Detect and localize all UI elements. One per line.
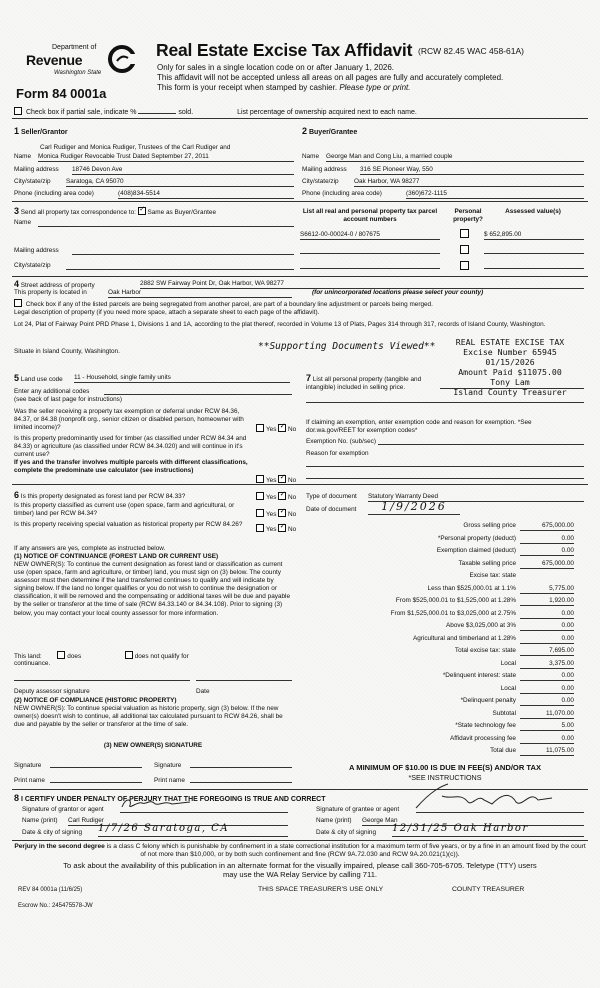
buyer-name-label: Name bbox=[302, 153, 320, 160]
historic-question: Is this property receiving special valuation as historical property per RCW 84.26? bbox=[14, 521, 243, 528]
fee-label: From $1,525,000.01 to $3,025,000 at 2.75% bbox=[390, 609, 516, 617]
parcel-number-field-3[interactable] bbox=[300, 268, 440, 269]
personal-col-header: Personal property? bbox=[453, 208, 483, 223]
wa-dor-logo-icon bbox=[108, 44, 136, 74]
fee-label: From $525,000.01 to $1,525,000 at 1.28% bbox=[395, 597, 516, 604]
buyer-phone-label: Phone (including area code) bbox=[302, 190, 382, 197]
fee-row bbox=[306, 710, 576, 719]
exemption-claim-note: If claiming an exemption, enter exemption code and reason for exemption. *See dor.wa.gov/REET for exemption codes* bbox=[306, 419, 532, 434]
corr-mail-field[interactable] bbox=[72, 254, 294, 255]
correspondence-row: 3 Send all property tax correspondence to: ✓ Same as Buyer/Grantee bbox=[14, 206, 216, 217]
deputy-date-label: Date bbox=[196, 688, 210, 695]
legal-description[interactable]: Lot 24, Plat of Fairway Point PRD Phase 1, Divisions 1 and 1A, according to the plat thereof, recorded in Volume 13 of Plats, Pages 314 through 317, records of Island County, Washington. bbox=[14, 321, 546, 328]
fee-label: Total excise tax: state bbox=[454, 647, 516, 654]
segregate-row: Check box if any of the listed parcels are being segregated from another parcel, are part of a boundary line adjustment or parcels being merged. bbox=[14, 299, 433, 309]
fee-label: Above $3,025,000 at 3% bbox=[446, 622, 516, 629]
grantee-name-field[interactable]: George Man bbox=[362, 817, 584, 826]
fee-label: *Personal property (deduct) bbox=[437, 534, 516, 542]
header-note3 bbox=[157, 83, 410, 93]
street-address-field[interactable]: 2882 SW Fairway Point Dr, Oak Harbor, WA 98277 bbox=[140, 280, 584, 289]
does-qualify-checkbox[interactable] bbox=[57, 651, 65, 659]
seller-phone-field[interactable]: (408)834-5514 bbox=[118, 190, 294, 199]
dept-line1: Department of bbox=[52, 44, 97, 51]
fee-row bbox=[306, 522, 576, 531]
personal-property-label: 7 List all personal property (tangible and intangible) included in selling price. bbox=[306, 373, 422, 392]
dor-logo bbox=[14, 44, 134, 84]
owner-signature-label-2: Signature bbox=[154, 762, 182, 769]
doc-date-field[interactable]: 1/9/2026 bbox=[368, 500, 460, 515]
doc-type-field[interactable]: Statutory Warranty Deed bbox=[368, 493, 584, 502]
fee-label: Agricultural and timberland at 1.28% bbox=[412, 634, 516, 642]
fee-label: Local bbox=[500, 684, 516, 692]
exemption-no-label: Exemption No. (sub/sec) bbox=[306, 438, 376, 445]
situate-text: Situate in Island County, Washington. bbox=[14, 348, 120, 355]
corr-mail-label: Mailing address bbox=[14, 247, 59, 254]
additional-codes-label: Enter any additional codes bbox=[14, 388, 90, 395]
fee-row bbox=[306, 697, 576, 706]
fee-row bbox=[306, 597, 576, 606]
seller-city-field[interactable]: Saratoga, CA 95070 bbox=[66, 178, 294, 187]
partial-percent-field[interactable] bbox=[138, 113, 176, 114]
fee-label: Exemption claimed (deduct) bbox=[436, 547, 516, 554]
current-use-no-checkbox[interactable] bbox=[278, 509, 286, 517]
seller-name-field[interactable]: Monica Rudiger Revocable Trust Dated September 27, 2011 bbox=[38, 153, 294, 162]
compliance-heading: (2) NOTICE OF COMPLIANCE (HISTORIC PROPERTY) bbox=[14, 697, 177, 704]
fee-value[interactable]: 0.00 bbox=[520, 697, 574, 706]
compliance-text: NEW OWNER(S): To continue special valuation as historic property, sign (3) below. If the new owner(s) doesn't wish to continue, all additional tax calculated pursuant to RCW 84.26, shall be due and payable by the seller or transferor at the time of sale. bbox=[14, 705, 283, 729]
personal-property-field[interactable] bbox=[440, 388, 584, 389]
timber-yes-no: Yes ✓ No bbox=[256, 475, 296, 485]
exemption-no-checkbox[interactable] bbox=[278, 424, 286, 432]
fee-row bbox=[306, 747, 576, 756]
new-owner-signature-heading: (3) NEW OWNER(S) SIGNATURE bbox=[103, 742, 203, 749]
fee-label: Gross selling price bbox=[463, 522, 516, 529]
buyer-name-field[interactable]: George Man and Cong Liu, a married couple bbox=[326, 153, 584, 162]
forest-yes-checkbox[interactable] bbox=[256, 492, 264, 500]
continuance-label: continuance. bbox=[14, 660, 51, 667]
fee-row bbox=[306, 610, 576, 619]
exemption-no-field[interactable] bbox=[378, 444, 584, 445]
timber-question: Is this property predominantly used for timber (as classified under RCW 84.34 and 84.33) or agriculture (as classified under RCW 84.34.020) and will continue in it's current use? bbox=[14, 435, 247, 458]
assessed-col-header: Assessed value(s) bbox=[505, 208, 561, 215]
forest-question: 6 Is this property designated as forest land per RCW 84.33? bbox=[14, 490, 186, 500]
dept-line2: Revenue bbox=[26, 52, 83, 68]
minimum-fee-note: A MINIMUM OF $10.00 IS DUE IN FEE(S) AND/OR TAX bbox=[348, 763, 542, 772]
personal-property-checkbox-3[interactable] bbox=[460, 261, 469, 270]
fee-value[interactable]: 5.00 bbox=[520, 722, 574, 731]
deputy-signature-field[interactable] bbox=[14, 680, 190, 681]
fee-label: Taxable selling price bbox=[458, 559, 516, 567]
stamp-line5: Tony Lam bbox=[490, 377, 530, 387]
grantor-name-field[interactable]: Carl Rudiger bbox=[68, 817, 288, 826]
corr-name-label: Name bbox=[14, 219, 32, 226]
fee-row bbox=[306, 622, 576, 631]
forest-yes-no: Yes ✓ No bbox=[256, 492, 296, 502]
fee-row bbox=[306, 585, 576, 594]
treasurer-use-only: THIS SPACE TREASURER'S USE ONLY bbox=[258, 886, 384, 893]
timber-no-checkbox[interactable] bbox=[278, 475, 286, 483]
fee-label: Local bbox=[500, 659, 516, 667]
personal-property-field-2[interactable] bbox=[306, 402, 584, 403]
fee-value[interactable]: 0.00 bbox=[520, 610, 574, 619]
fee-value[interactable]: 0.00 bbox=[520, 685, 574, 694]
fee-value[interactable]: 11,075.00 bbox=[520, 747, 574, 756]
owner-signature-label-1: Signature bbox=[14, 762, 42, 769]
assessed-value-field[interactable]: $ 652,895.00 bbox=[484, 231, 584, 240]
fee-row bbox=[306, 535, 576, 544]
fee-row bbox=[306, 672, 576, 681]
continuance-text: NEW OWNER(S): To continue the current designation as forest land or classification as current use (open space, farm and agriculture, or timber) land, you must sign on (3) below. The county assessor must then determine if the land transferred continues to qualify and will indicate by signing below. If the land no longer qualifies or you do not wish to continue the designation or classification, it will be removed and the compensating or additional taxes will be due and payable by the seller or transferor at the time of sale (RCW 84.33.140 or 84.34.108). Prior to signing (3) below, you may contact your local county assessor for more information. bbox=[14, 561, 291, 617]
deputy-signature-label: Deputy assessor signature bbox=[14, 688, 90, 695]
seller-mail-label: Mailing address bbox=[14, 166, 59, 173]
grantee-signature-label: Signature of grantee or agent bbox=[316, 806, 400, 813]
parcel-number-field[interactable]: S6612-00-00024-0 / 807675 bbox=[300, 231, 440, 240]
stamp-line1: REAL ESTATE EXCISE TAX bbox=[455, 337, 565, 347]
fee-row bbox=[306, 647, 576, 656]
fee-value[interactable]: 0.00 bbox=[520, 635, 574, 644]
parcel-number-field-2[interactable] bbox=[300, 253, 440, 254]
personal-property-checkbox-2[interactable] bbox=[460, 245, 469, 254]
accessibility-notice: To ask about the availability of this publication in an alternate format for the visually impaired, please call 360-705-6705. Teletype (TTY) users may use the WA Relay Service by calling 711. bbox=[63, 861, 537, 880]
located-field[interactable]: Oak Harbor bbox=[108, 289, 292, 298]
fee-label: *State technology fee bbox=[455, 722, 516, 729]
fee-value[interactable]: 0.00 bbox=[520, 672, 574, 681]
land-use-field[interactable]: 11 - Household, single family units bbox=[74, 374, 290, 383]
rcw-reference: (RCW 82.45 WAC 458-61A) bbox=[418, 46, 524, 56]
header-note3a: This form is your receipt when stamped by cashier. bbox=[157, 83, 338, 92]
stamp-line3: 01/15/2026 bbox=[485, 357, 535, 367]
owner-signature-field-2[interactable] bbox=[190, 767, 292, 768]
seller-name-label: Name bbox=[14, 153, 32, 160]
header-note2: This affidavit will not be accepted unless all areas on all pages are fully and accurately completed. bbox=[157, 73, 504, 82]
fee-value[interactable]: 1,920.00 bbox=[520, 597, 574, 606]
buyer-heading: 2 Buyer/Grantee bbox=[302, 126, 358, 136]
header-note3b: Please type or print. bbox=[339, 83, 411, 92]
deputy-date-field[interactable] bbox=[196, 680, 292, 681]
perjury-notice: Perjury in the second degree is a class C felony which is punishable by confinement in a state correctional institution for a maximum term of five years, or by a fine in an amount fixed by the court of not more than $10,000, or by both such confinement and fine (RCW 9A.72.030 and RCW 9A.20.021(1)(c)). bbox=[14, 843, 586, 859]
grantee-signature-scribble bbox=[412, 782, 562, 812]
fee-row bbox=[306, 660, 576, 669]
grantor-signature-field[interactable] bbox=[120, 800, 288, 813]
certify-heading: 8 I CERTIFY UNDER PENALTY OF PERJURY THAT THE FOREGOING IS TRUE AND CORRECT bbox=[14, 793, 326, 803]
partial-sale-row bbox=[14, 107, 417, 118]
grantor-date-label: Date & city of signing bbox=[22, 829, 83, 836]
reason-field-2[interactable] bbox=[306, 478, 584, 479]
exemption-yes-no: Yes ✓ No bbox=[256, 424, 296, 434]
fee-value[interactable]: 3,375.00 bbox=[520, 660, 574, 669]
doc-type-label: Type of document bbox=[306, 493, 357, 500]
exemption-question: Was the seller receiving a property tax exemption or deferral under RCW 84.36, 84.37, or 84.38 (nonprofit org., senior citizen or disabled person, homeowner with limited income)? bbox=[14, 408, 244, 431]
fee-value[interactable]: 7,695.00 bbox=[520, 647, 574, 656]
legal-label: Legal description of property (if you need more space, attach a separate sheet to each page of the affidavit). bbox=[14, 309, 320, 316]
buyer-mail-field[interactable]: 316 SE Pioneer Way, 550 bbox=[360, 166, 584, 175]
assessed-value-field-2[interactable] bbox=[484, 253, 584, 254]
exemption-yes-checkbox[interactable] bbox=[256, 424, 264, 432]
fee-row bbox=[306, 572, 576, 581]
grantee-date-label: Date & city of signing bbox=[316, 829, 377, 836]
fee-label: Total due bbox=[490, 747, 516, 754]
personal-property-checkbox-1[interactable] bbox=[460, 229, 469, 238]
see-instructions-note: *SEE INSTRUCTIONS bbox=[408, 773, 482, 782]
buyer-mail-label: Mailing address bbox=[302, 166, 347, 173]
doc-date-label: Date of document bbox=[306, 506, 357, 513]
fee-value[interactable]: 0.00 bbox=[520, 622, 574, 631]
located-label: This property is located in bbox=[14, 289, 87, 296]
current-use-yes-checkbox[interactable] bbox=[256, 509, 264, 517]
header-note1: Only for sales in a single location code on or after January 1, 2026. bbox=[157, 63, 395, 72]
partial-sold-label: sold. bbox=[178, 109, 194, 116]
see-back-note: (see back of last page for instructions) bbox=[14, 396, 122, 403]
fee-label: *Delinquent interest: state bbox=[442, 672, 516, 679]
this-land-row: This land: does does not qualify for bbox=[14, 653, 189, 660]
owner-print-field-1[interactable] bbox=[50, 782, 142, 783]
fee-label: Excise tax: state bbox=[469, 572, 516, 579]
parcel-col-header: List all real and personal property tax parcel account numbers bbox=[302, 208, 438, 223]
fee-label: Less than $525,000.01 at 1.1% bbox=[427, 584, 516, 592]
grantor-signature-scribble bbox=[120, 797, 200, 811]
fee-row bbox=[306, 635, 576, 644]
owner-signature-field-1[interactable] bbox=[50, 767, 142, 768]
owner-print-label-1: Print name bbox=[14, 777, 45, 784]
grantee-name-label: Name (print) bbox=[316, 817, 352, 824]
current-use-yes-no: Yes ✓ No bbox=[256, 509, 296, 519]
fee-value[interactable]: 0.00 bbox=[520, 535, 574, 544]
fee-value[interactable]: 675,000.00 bbox=[520, 560, 574, 569]
stamp-line4: Amount Paid $11075.00 bbox=[458, 367, 562, 377]
fee-row bbox=[306, 685, 576, 694]
partial-sale-label: Check box if partial sale, indicate % bbox=[25, 109, 137, 116]
continuance-heading: (1) NOTICE OF CONTINUANCE (FOREST LAND OR CURRENT USE) bbox=[14, 553, 219, 560]
fee-value[interactable]: 5,775.00 bbox=[520, 585, 574, 594]
fee-value[interactable]: 0.00 bbox=[520, 735, 574, 744]
buyer-phone-field[interactable]: (360)672-1115 bbox=[406, 190, 584, 199]
corr-city-label: City/state/zip bbox=[14, 262, 51, 269]
fee-label: Affidavit processing fee bbox=[450, 734, 516, 742]
fee-label: Subtotal bbox=[492, 709, 516, 717]
if-any-yes-note: If any answers are yes, complete as instructed below. bbox=[14, 545, 166, 552]
fee-label: *Delinquent penalty bbox=[460, 697, 516, 704]
forest-no-checkbox[interactable] bbox=[278, 492, 286, 500]
owner-print-label-2: Print name bbox=[154, 777, 185, 784]
historic-yes-no: Yes ✓ No bbox=[256, 524, 296, 534]
unincorporated-note: (for unincorporated locations please select your county) bbox=[312, 289, 484, 296]
ownership-note: List percentage of ownership acquired next to each name. bbox=[237, 109, 417, 116]
fee-value[interactable]: 0.00 bbox=[520, 547, 574, 556]
seller-mail-field[interactable]: 18746 Devon Ave bbox=[72, 166, 294, 175]
fee-row bbox=[306, 547, 576, 556]
segregate-checkbox[interactable] bbox=[14, 299, 22, 307]
current-use-question: Is this property classified as current use (open space, farm and agricultural, or timber) land per RCW 84.34? bbox=[14, 502, 235, 517]
historic-no-checkbox[interactable] bbox=[278, 524, 286, 532]
same-as-buyer-checkbox[interactable] bbox=[138, 207, 146, 215]
grantor-date-field[interactable]: 1/7/26 Saratoga, CA bbox=[98, 823, 288, 837]
county-treasurer-label: COUNTY TREASURER bbox=[452, 886, 525, 893]
dept-line3: Washington State bbox=[54, 70, 102, 76]
does-not-qualify-checkbox[interactable] bbox=[125, 651, 133, 659]
escrow-number: Escrow No.: 245475578-JW bbox=[18, 903, 93, 909]
fee-value[interactable]: 11,070.00 bbox=[520, 710, 574, 719]
seller-city-label: City/state/zip bbox=[14, 178, 51, 185]
fee-row bbox=[306, 735, 576, 744]
fee-value[interactable]: 675,000.00 bbox=[520, 522, 574, 531]
grantee-date-field[interactable]: 12/31/25 Oak Harbor bbox=[392, 823, 584, 837]
grantor-name-label: Name (print) bbox=[22, 817, 58, 824]
seller-phone-label: Phone (including area code) bbox=[14, 190, 94, 197]
reason-label: Reason for exemption bbox=[306, 450, 369, 457]
timber-yes-checkbox[interactable] bbox=[256, 475, 264, 483]
supporting-docs-stamp: **Supporting Documents Viewed** bbox=[258, 341, 436, 352]
partial-sale-checkbox[interactable] bbox=[14, 107, 22, 115]
timber-question-b: If yes and the transfer involves multiple parcels with different classifications, complete the predominate use calculator (see instructions) bbox=[14, 459, 248, 474]
reason-field[interactable] bbox=[306, 466, 584, 467]
corr-city-field[interactable] bbox=[66, 269, 294, 270]
additional-codes-field[interactable] bbox=[104, 394, 292, 395]
stamp-line2: Excise Number 65945 bbox=[463, 347, 557, 357]
grantee-signature-field[interactable] bbox=[416, 800, 584, 813]
historic-yes-checkbox[interactable] bbox=[256, 524, 264, 532]
seller-name-line1[interactable]: Carl Rudiger and Monica Rudiger, Trustees of the Carl Rudiger and bbox=[40, 144, 231, 151]
corr-name-field[interactable] bbox=[38, 226, 294, 227]
street-row: 4 Street address of property bbox=[14, 279, 95, 289]
stamp-line6: Island County Treasurer bbox=[453, 387, 567, 397]
fee-row bbox=[306, 560, 576, 569]
form-revision: REV 84 0001a (11/6/25) bbox=[18, 887, 83, 893]
fee-row bbox=[306, 722, 576, 731]
owner-print-field-2[interactable] bbox=[190, 782, 292, 783]
land-use-row: 5 Land use code bbox=[14, 373, 63, 383]
grantor-signature-label: Signature of grantor or agent bbox=[22, 806, 104, 813]
seller-heading: 1 Seller/Grantor bbox=[14, 126, 68, 136]
form-title: Real Estate Excise Tax Affidavit bbox=[156, 40, 413, 60]
form-number: Form 84 0001a bbox=[16, 86, 107, 101]
buyer-city-label: City/state/zip bbox=[302, 178, 339, 185]
buyer-city-field[interactable]: Oak Harbor, WA 98277 bbox=[354, 178, 584, 187]
assessed-value-field-3[interactable] bbox=[484, 268, 584, 269]
